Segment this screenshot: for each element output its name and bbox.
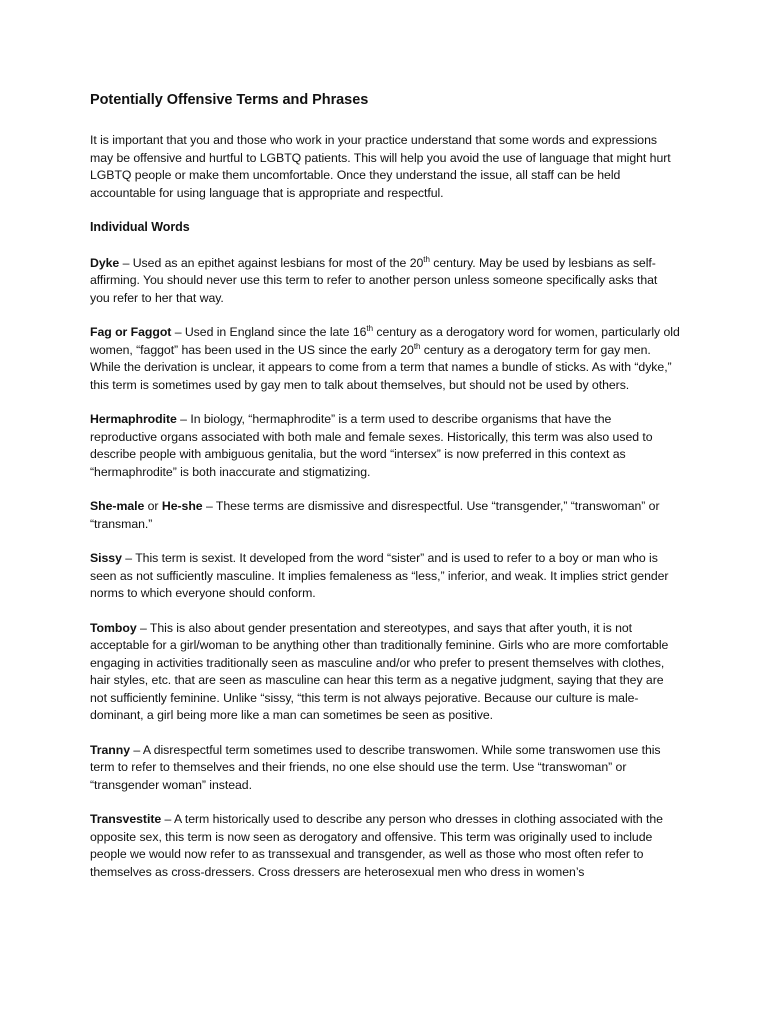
- entry-text: – A disrespectful term sometimes used to describe transwomen. While some transwomen use this term to refer to themselves and their friends, no one else should use the term. Use “transwoman” or “transgender woman” instead.: [90, 742, 661, 792]
- entry-shemale: [90, 498, 680, 533]
- entry-text: century. May be used by lesbians as self-affirming. You should never use this term to refer to another person unless someone specifically asks that you refer to her that way.: [90, 255, 658, 305]
- term-label: Tranny: [90, 742, 131, 757]
- term-label: Hermaphrodite: [90, 412, 177, 426]
- term-label: She-male: [90, 499, 145, 513]
- entry-text: – In biology, “hermaphrodite” is a term used to describe organisms that have the reproductive organs associated with both male and female sexes. Historically, this term was also used to describe people with ambiguous genitalia, but the word “intersex” is now preferred in this context as “hermaphrodite” is both inaccurate and stigmatizing.: [90, 412, 653, 479]
- entry-text: – Used in England since the late 16: [171, 325, 367, 339]
- entry-text: – Used as an epithet against lesbians for most of the 20: [119, 255, 424, 270]
- superscript: th: [423, 254, 430, 264]
- entry-text: century as a derogatory word for women, particularly old women, “faggot” has been used in the US since the early 20: [90, 325, 680, 357]
- entry-text: – This is also about gender presentation and stereotypes, and says that after youth, it is not acceptable for a girl/woman to be anything other than traditionally feminine. Girls who are more comfortable engaging in activities traditionally seen as masculine and/or who prefer to present themselves with clothes, hair styles, etc. that are seen as masculine can hear this term as a negative judgment, saying that they are not sufficiently feminine. Unlike “sissy, “this term is not always pejorative. Because our culture is male-dominant, a girl being more like a man can sometimes be seen as positive.: [90, 620, 669, 722]
- entry-text: century as a derogatory term for gay men. While the derivation is unclear, it appears to come from a term that names a bundle of sticks. As with “dyke,” this term is sometimes used by gay men to talk about themselves, but should not be used by others.: [90, 342, 672, 392]
- term-label: He-she: [161, 499, 203, 513]
- section-heading: Individual Words: [90, 220, 190, 234]
- intro-paragraph: It is important that you and those who work in your practice understand that some words and expressions may be offensive and hurtful to LGBTQ patients. This will help you avoid the use of language that might hurt LGBTQ people or make them uncomfortable. Once they understand the issue, all staff can be held accountable for using language that is appropriate and respectful.: [90, 133, 671, 200]
- superscript: th: [366, 323, 373, 333]
- entry-transvestite: [90, 811, 680, 881]
- term-label: Tomboy: [90, 620, 137, 635]
- entry-text: – These terms are dismissive and disrespectful. Use “transgender,” “transwoman” or “transman.”: [90, 499, 660, 531]
- entry-dyke: [90, 255, 680, 308]
- document-page: [90, 90, 680, 898]
- entry-tranny: [90, 742, 680, 795]
- entry-connector: or: [144, 499, 162, 513]
- entry-text: – A term historically used to describe any person who dresses in clothing associated with the opposite sex, this term is now seen as derogatory and offensive. This term was originally used to include people we would now refer to as transsexual and transgender, as well as those who most often refer to themselves as cross-dressers. Cross dressers are heterosexual men who dress in women’s: [90, 812, 663, 879]
- document-title: Potentially Offensive Terms and Phrases: [90, 92, 369, 108]
- entry-sissy: [90, 550, 680, 603]
- term-label: Transvestite: [90, 812, 162, 826]
- term-label: Sissy: [90, 551, 122, 565]
- entry-tomboy: [90, 620, 680, 725]
- entry-fag: [90, 324, 680, 394]
- superscript: th: [413, 341, 421, 351]
- entry-text: – This term is sexist. It developed from the word “sister” and is used to refer to a boy or man who is seen as not sufficiently masculine. It implies femaleness as “less,” inferior, and weak. It implies strict gender norms to which everyone should conform.: [90, 551, 669, 600]
- term-label: Dyke: [90, 255, 120, 270]
- entry-hermaphrodite: [90, 411, 680, 481]
- term-label: Fag or Faggot: [90, 325, 172, 339]
